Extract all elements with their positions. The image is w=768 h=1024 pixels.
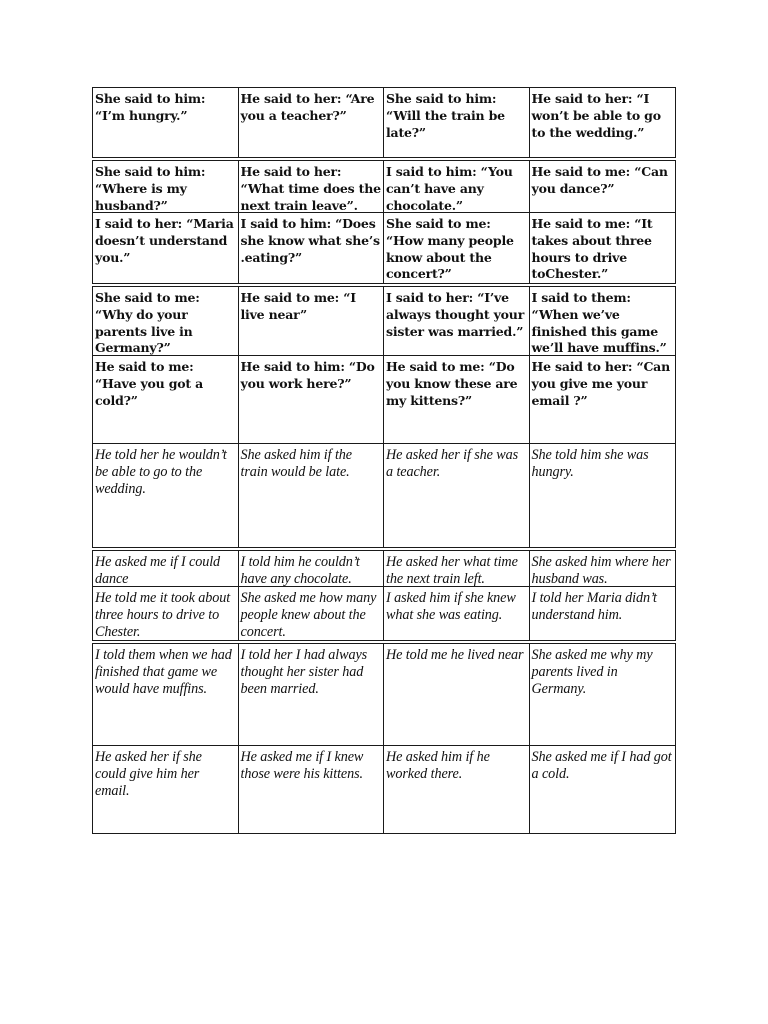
prompt-card: She said to him: “Will the train be late?” xyxy=(384,88,530,157)
answer-card: She asked me how many people knew about the concert. xyxy=(239,587,385,640)
answer-card: She asked him if the train would be late. xyxy=(239,444,385,547)
reported-speech-card-sheet xyxy=(92,87,676,834)
prompt-card: He said to me: “Can you dance?” xyxy=(531,164,668,196)
answer-row xyxy=(92,643,676,746)
prompt-card: He said to her: “Can you give me your email ?” xyxy=(531,359,670,408)
prompt-row xyxy=(92,213,676,284)
answer-card: He asked me if I knew those were his kittens. xyxy=(239,746,385,833)
prompt-card: I said to her: “Maria doesn’t understand you.” xyxy=(93,213,239,283)
prompt-row xyxy=(92,286,676,356)
prompt-card: I said to them: “When we’ve finished this game we’ll have muffins.” xyxy=(531,290,667,355)
prompt-card: He said to her: “What time does the next train leave”. xyxy=(239,161,385,212)
prompt-card: He said to me: “I live near” xyxy=(239,287,385,355)
answer-row xyxy=(92,550,676,587)
answer-card: She asked him where her husband was. xyxy=(531,554,671,586)
answer-card: I told her Maria didn’t understand him. xyxy=(531,590,657,624)
prompt-row xyxy=(92,356,676,444)
answer-card: He asked her what time the next train left. xyxy=(384,551,530,586)
prompt-card: She said to him: “Where is my husband?” xyxy=(93,161,239,212)
answer-row xyxy=(92,587,676,641)
prompt-card: She said to him: “I’m hungry.” xyxy=(93,88,239,157)
prompt-card: He said to me: “Have you got a cold?” xyxy=(93,356,239,443)
prompt-row xyxy=(92,160,676,213)
answer-card: She asked me if I had got a cold. xyxy=(531,749,672,783)
answer-card: I told her I had always thought her sister had been married. xyxy=(239,644,385,745)
prompt-card: He said to her: “I won’t be able to go to the wedding.” xyxy=(531,91,661,140)
answer-card: I asked him if she knew what she was eating. xyxy=(384,587,530,640)
prompt-card: She said to me: “How many people know about the concert?” xyxy=(384,213,530,283)
answer-card: I told him he couldn’t have any chocolate. xyxy=(239,551,385,586)
answer-card: He asked me if I could dance xyxy=(93,551,239,586)
answer-card: I told them when we had finished that game we would have muffins. xyxy=(93,644,239,745)
prompt-card: I said to her: “I’ve always thought your sister was married.” xyxy=(384,287,530,355)
prompt-card: He said to me: “It takes about three hours to drive toChester.” xyxy=(531,216,653,282)
prompt-card: I said to him: “You can’t have any chocolate.” xyxy=(384,161,530,212)
prompt-card: He said to her: “Are you a teacher?” xyxy=(239,88,385,157)
prompt-card: She said to me: “Why do your parents live in Germany?” xyxy=(93,287,239,355)
answer-card: He asked her if she could give him her email. xyxy=(93,746,239,833)
answer-row xyxy=(92,444,676,548)
answer-row xyxy=(92,746,676,834)
prompt-row xyxy=(92,87,676,158)
answer-card: He told me he lived near xyxy=(384,644,530,745)
answer-card: He asked him if he worked there. xyxy=(384,746,530,833)
prompt-card: He said to him: “Do you work here?” xyxy=(239,356,385,443)
answer-card: She asked me why my parents lived in Germany. xyxy=(531,647,653,698)
prompt-card: I said to him: “Does she know what she’s .eating?” xyxy=(239,213,385,283)
prompt-card: He said to me: “Do you know these are my kittens?” xyxy=(384,356,530,443)
answer-card: He asked her if she was a teacher. xyxy=(384,444,530,547)
answer-card: He told me it took about three hours to drive to Chester. xyxy=(93,587,239,640)
answer-card: She told him she was hungry. xyxy=(531,447,649,481)
answer-card: He told her he wouldn’t be able to go to the wedding. xyxy=(93,444,239,547)
